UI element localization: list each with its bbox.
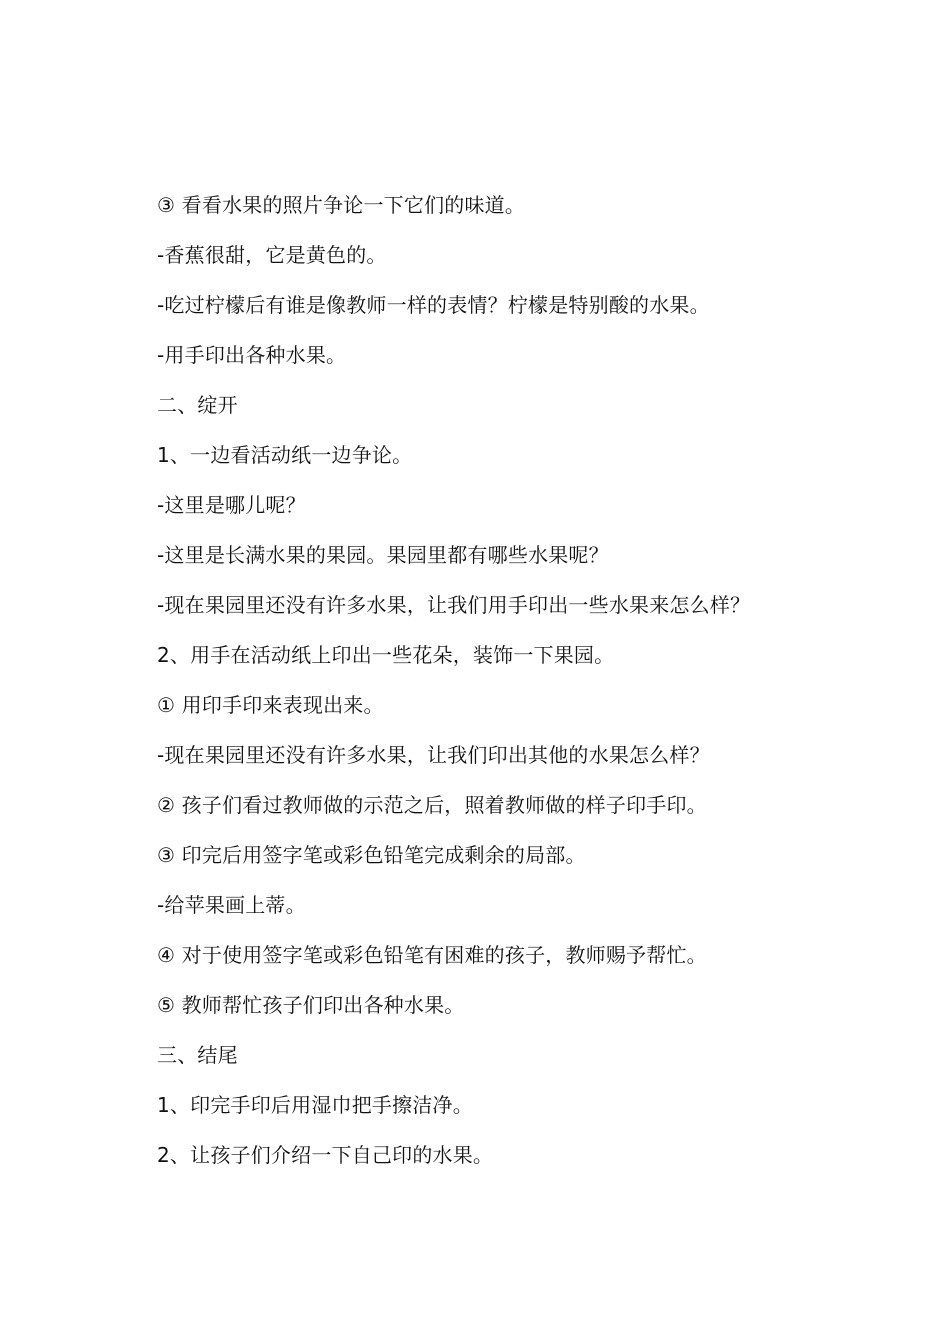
text-line: -给苹果画上蒂。 (157, 893, 306, 917)
text-line: -这里是哪儿呢？ (157, 493, 306, 517)
section-heading: 二、绽开 (157, 393, 238, 417)
text-line: 2、用手在活动纸上印出一些花朵，装饰一下果园。 (157, 643, 615, 667)
text-line: ⑤ 教师帮忙孩子们印出各种水果。 (157, 993, 465, 1017)
document-body (157, 188, 857, 1188)
text-line: ③ 印完后用签字笔或彩色铅笔完成剩余的局部。 (157, 843, 586, 867)
text-line: ③ 看看水果的照片争论一下它们的味道。 (157, 193, 526, 217)
text-line: 1、印完手印后用湿巾把手擦洁净。 (157, 1093, 473, 1117)
text-line: 1、一边看活动纸一边争论。 (157, 443, 413, 467)
text-line: -香蕉很甜，它是黄色的。 (157, 243, 387, 267)
text-line: ① 用印手印来表现出来。 (157, 693, 384, 717)
text-line: -现在果园里还没有许多水果，让我们印出其他的水果怎么样？ (157, 743, 710, 767)
text-line: -这里是长满水果的果园。果园里都有哪些水果呢？ (157, 543, 609, 567)
text-line: ② 孩子们看过教师做的示范之后，照着教师做的样子印手印。 (157, 793, 707, 817)
text-line: ④ 对于使用签字笔或彩色铅笔有困难的孩子，教师赐予帮忙。 (157, 943, 707, 967)
text-line: 2、让孩子们介绍一下自己印的水果。 (157, 1143, 494, 1167)
section-heading: 三、结尾 (157, 1043, 238, 1067)
text-line: -现在果园里还没有许多水果，让我们用手印出一些水果来怎么样？ (157, 593, 751, 617)
text-line: -用手印出各种水果。 (157, 343, 347, 367)
text-line: -吃过柠檬后有谁是像教师一样的表情？柠檬是特别酸的水果。 (157, 293, 710, 317)
